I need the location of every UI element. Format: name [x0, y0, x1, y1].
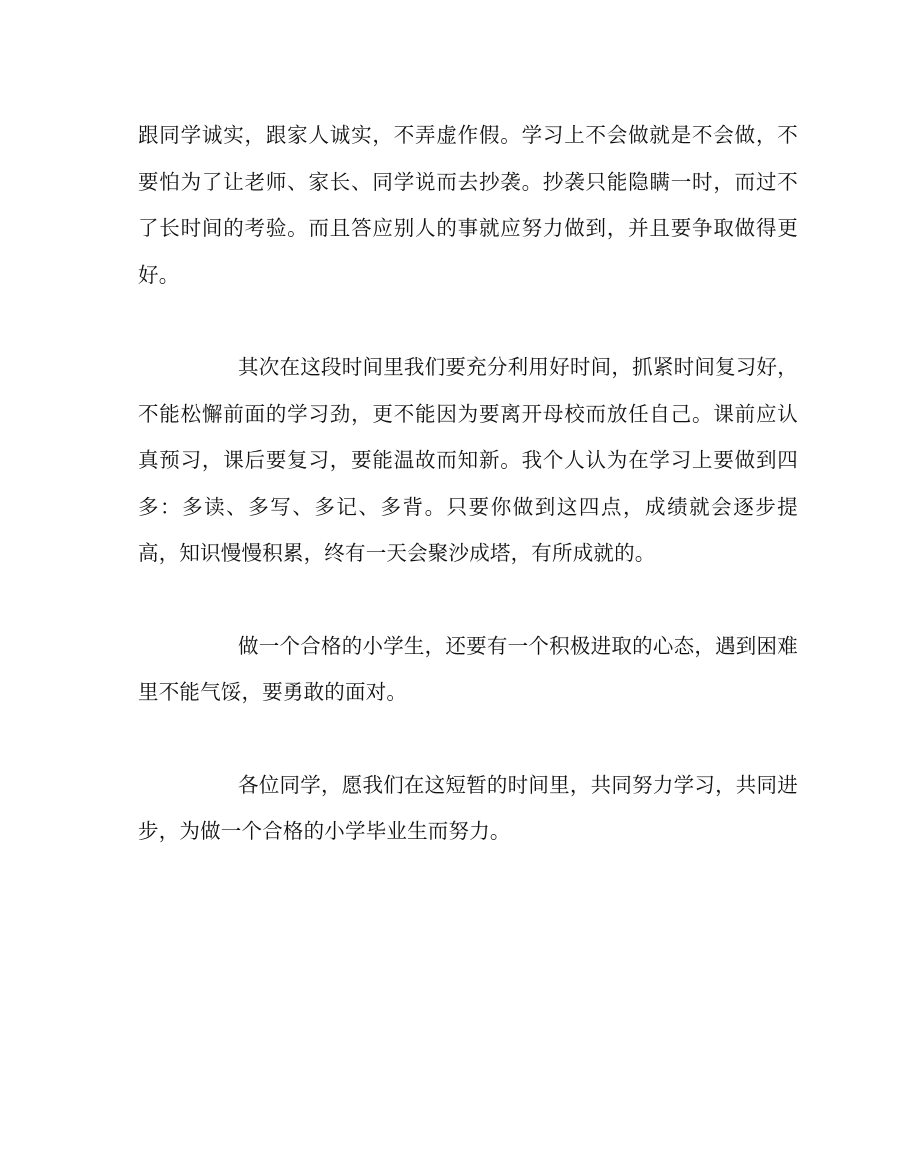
paragraph-attitude: 做一个合格的小学生，还要有一个积极进取的心态，遇到困难里不能气馁，要勇敢的面对。 [138, 633, 798, 704]
paragraph-study-time: 其次在这段时间里我们要充分利用好时间，抓紧时间复习好，不能松懈前面的学习劲，更不能因为要离开母校而放任自己。课前应认真预习，课后要复习，要能温故而知新。我个人认为在学习上要做到四多：多读、多写、多记、多背。只要你做到这四点，成绩就会逐步提高，知识慢慢积累，终有一天会聚沙成塔，有所成就的。 [138, 355, 798, 565]
paragraph-closing: 各位同学，愿我们在这短暂的时间里，共同努力学习，共同进步，为做一个合格的小学毕业生而努力。 [138, 772, 798, 843]
document-body [138, 112, 798, 855]
paragraph-honesty: 跟同学诚实，跟家人诚实，不弄虚作假。学习上不会做就是不会做，不要怕为了让老师、家长、同学说而去抄袭。抄袭只能隐瞒一时，而过不了长时间的考验。而且答应别人的事就应努力做到，并且要争取做得更好。 [138, 123, 798, 287]
